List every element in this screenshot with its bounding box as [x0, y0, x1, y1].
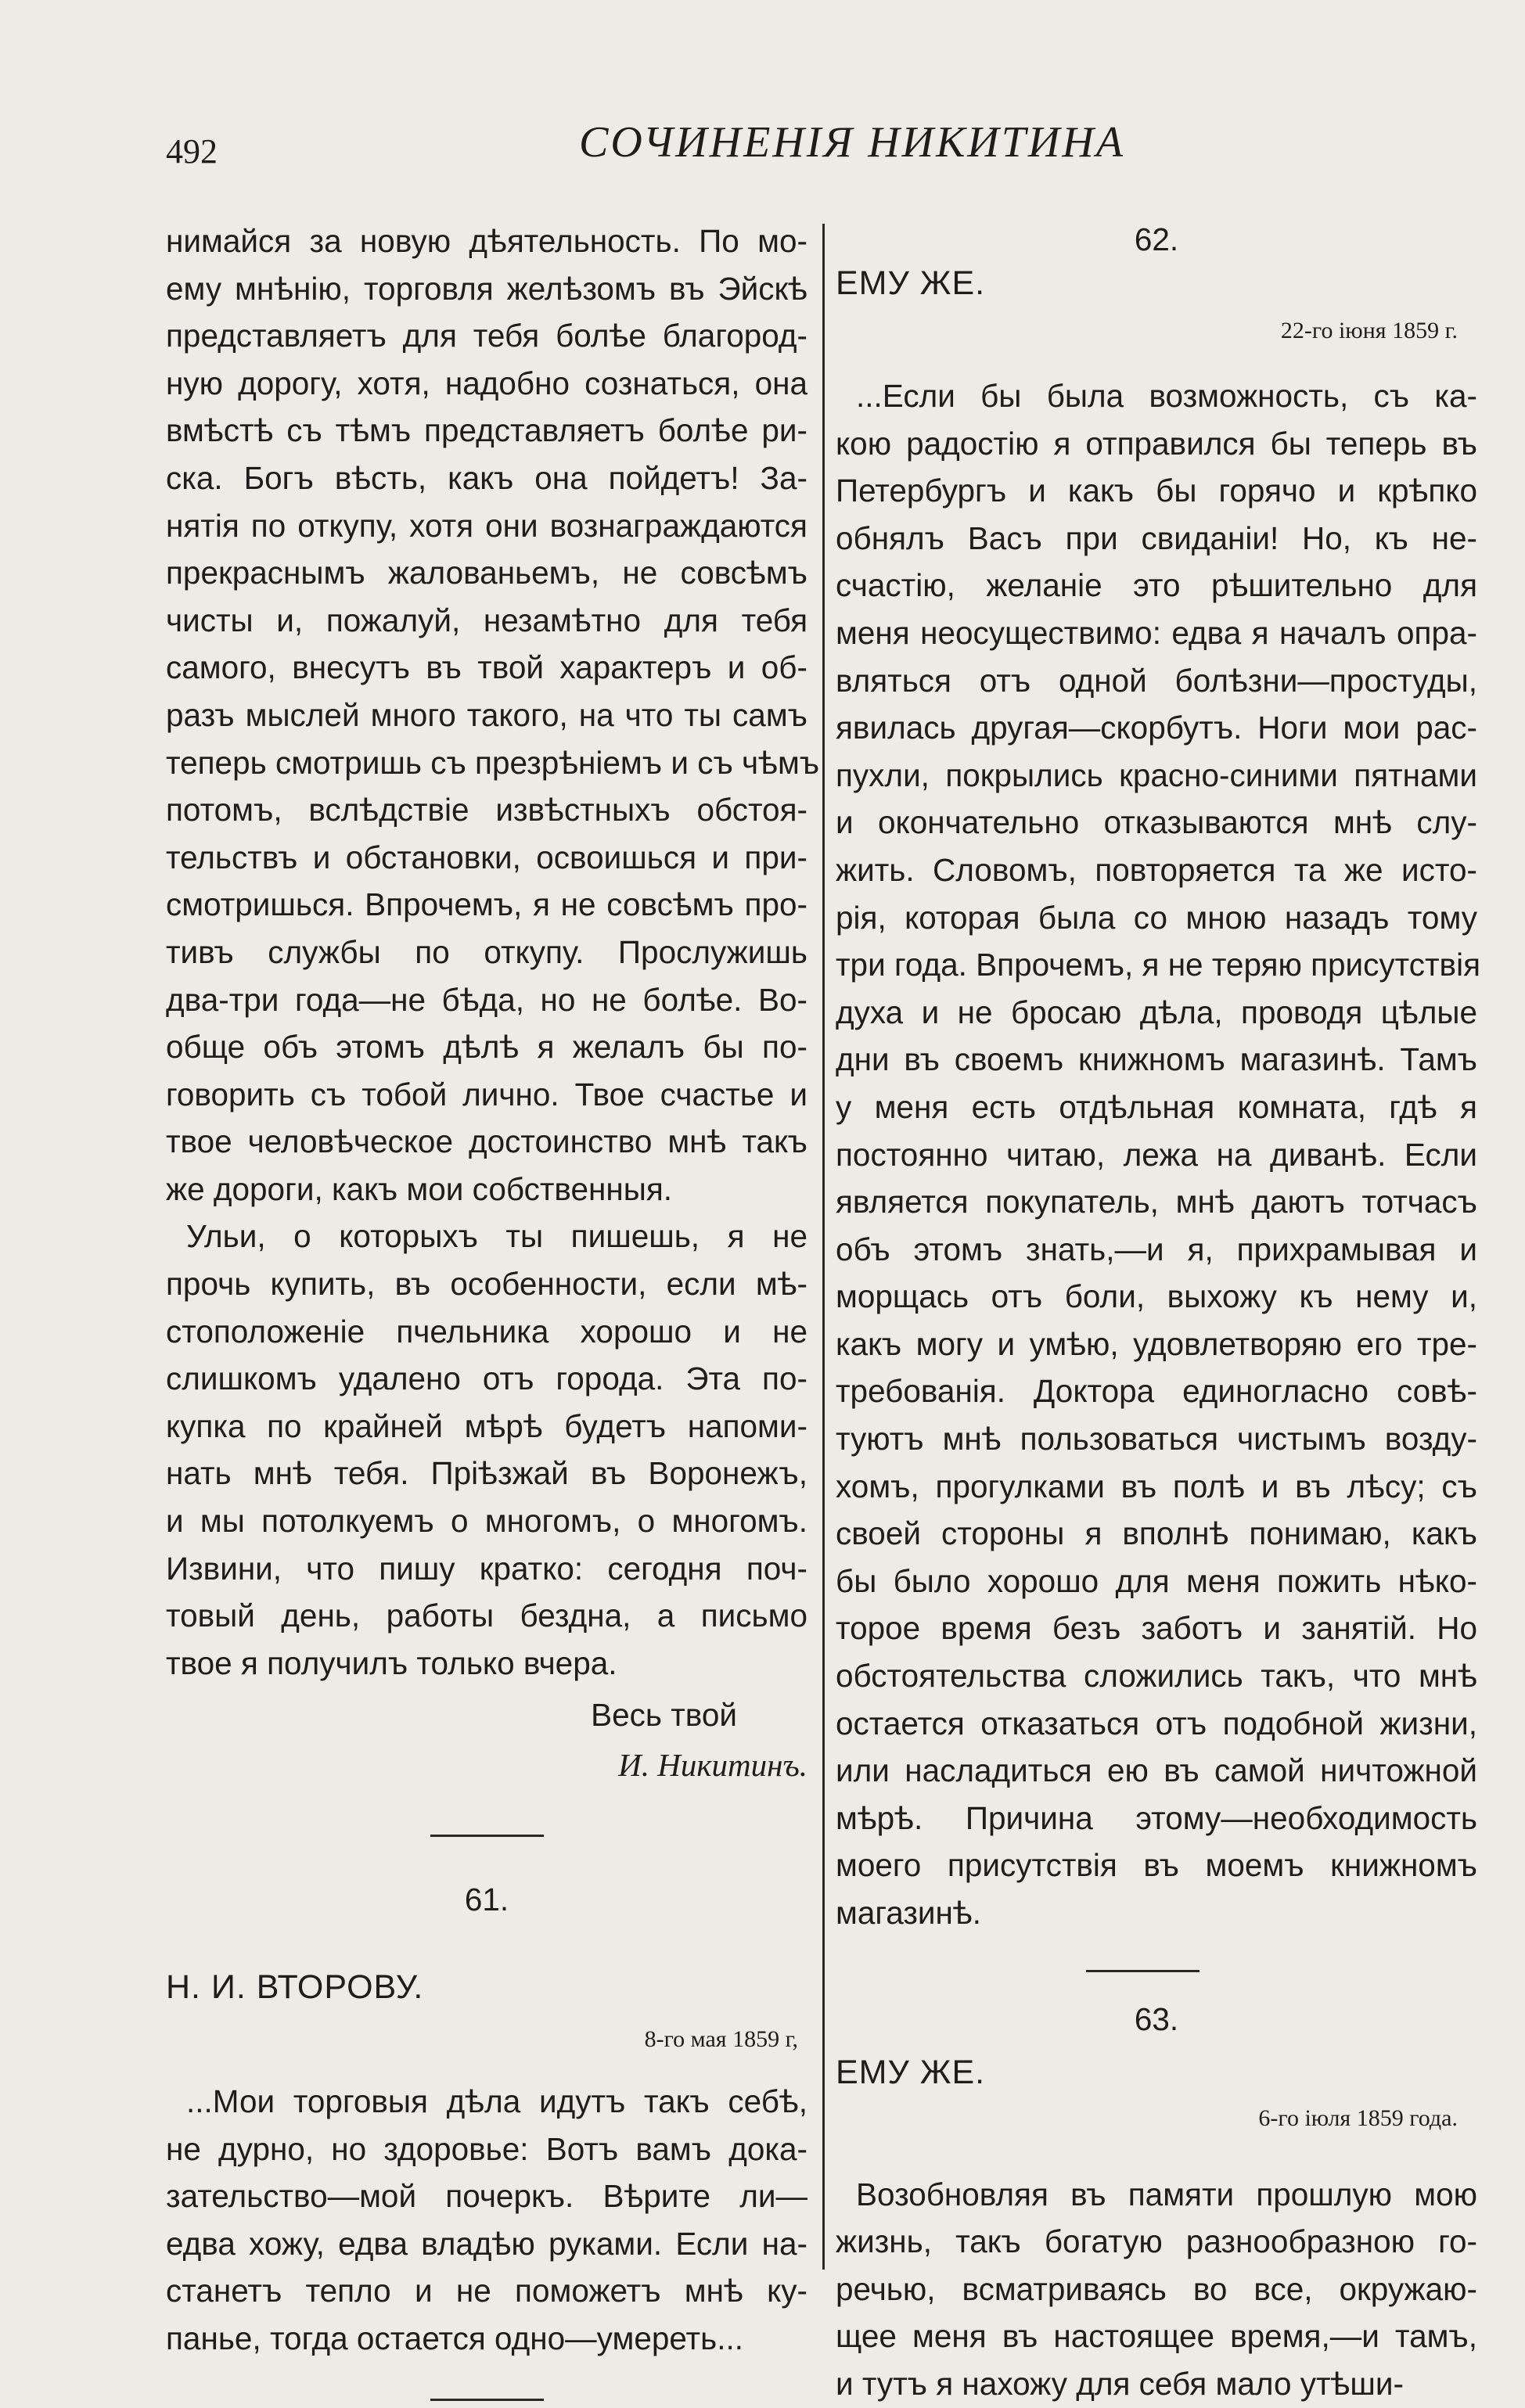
signature: И. Никитинъ. [618, 1747, 807, 1783]
text-line: два-три года—не бѣда, но не болѣе. Во- [166, 981, 807, 1018]
text-line: ...Если бы была возможность, съ ка- [856, 378, 1477, 414]
text-line: твое человѣческое достоинство мнѣ такъ [166, 1123, 807, 1160]
text-line: кою радостію я отправился бы теперь въ [836, 425, 1477, 462]
left-column [166, 217, 820, 2401]
text-line: счастію, желаніе это рѣшительно для [836, 567, 1477, 604]
text-line: обще объ этомъ дѣлѣ я желалъ бы по- [166, 1029, 807, 1066]
text-line: явилась другая—скорбутъ. Ноги мои рас- [836, 710, 1477, 746]
text-line: туютъ мнѣ пользоваться чистымъ возду- [836, 1421, 1477, 1457]
text-line: товый день, работы бездна, а письмо [166, 1598, 807, 1634]
letter-61-number: 61. [464, 1881, 509, 1917]
text-line: Возобновляя въ памяти прошлую мою [856, 2176, 1477, 2212]
text-line: ему мнѣнію, торговля желѣзомъ въ Эйскѣ [166, 270, 807, 307]
closing-line: Весь твой [591, 1697, 737, 1734]
separator-rule [430, 2399, 544, 2401]
text-line: не дурно, но здоровье: Вотъ вамъ дока- [166, 2130, 807, 2167]
text-line: хомъ, прогулками въ полѣ и въ лѣсу; съ [836, 1468, 1477, 1504]
running-title: СОЧИНЕНІЯ НИКИТИНА [579, 118, 1125, 167]
letter-61-date: 8-го мая 1859 г, [644, 2026, 798, 2052]
text-line: меня неосуществимо: едва я началъ опра- [836, 614, 1477, 651]
right-column [836, 217, 1481, 2408]
text-line: купка по крайней мѣрѣ будетъ напоми- [166, 1407, 807, 1444]
text-line: твое я получилъ только вчера. [166, 1644, 617, 1681]
letter-62-date: 22-го іюня 1859 г. [1280, 318, 1458, 343]
letter-62-text [836, 372, 1481, 1937]
text-line: Извини, что пишу кратко: сегодня поч- [166, 1550, 807, 1587]
text-line: вмѣстѣ съ тѣмъ представляетъ болѣе ри- [166, 412, 807, 449]
letter-62-recipient: ЕМУ ЖЕ. [836, 264, 986, 302]
text-line: ную дорогу, хотя, надобно сознаться, она [166, 365, 807, 401]
text-line: ...Мои торговыя дѣла идутъ такъ себѣ, [186, 2083, 807, 2119]
text-line: торое время безъ заботъ и занятій. Но [836, 1610, 1477, 1647]
separator-rule [1086, 1970, 1199, 1972]
separator-rule [430, 1835, 544, 1837]
text-line: или насладиться ею въ самой ничтожной [836, 1752, 1477, 1789]
text-line: прекраснымъ жалованьемъ, не совсѣмъ [166, 555, 807, 591]
text-line: стоположеніе пчельника хорошо и не [166, 1313, 807, 1350]
text-line: моего присутствія въ моемъ книжномъ [836, 1847, 1477, 1884]
text-line: тивъ службы по откупу. Прослужишь [166, 933, 807, 970]
letter-61-recipient: Н. И. ВТОРОВУ. [166, 1968, 424, 2006]
text-line: пухли, покрылись красно-синими пятнами [836, 757, 1477, 793]
text-line: жизнь, такъ богатую разнообразною го- [836, 2223, 1477, 2260]
text-line: разъ мыслей много такого, на что ты самъ [166, 696, 807, 733]
text-line: постоянно читаю, лежа на диванѣ. Если [836, 1136, 1477, 1173]
letter-60-paragraph-1 [166, 217, 820, 1213]
text-line: нимайся за новую дѣятельность. По мо- [166, 223, 807, 259]
text-line: обнялъ Васъ при свиданіи! Но, къ не- [836, 519, 1477, 556]
text-line: зательство—мой почеркъ. Вѣрите ли— [166, 2178, 807, 2215]
text-line: представляетъ для тебя болѣе благород- [166, 318, 807, 354]
text-line: обстоятельства сложились такъ, что мнѣ [836, 1658, 1477, 1695]
text-line: морщась отъ боли, выхожу къ нему и, [836, 1278, 1477, 1315]
text-line: бы было хорошо для меня пожить нѣко- [836, 1562, 1477, 1599]
letter-61-text [166, 2078, 807, 2363]
column-divider [822, 224, 825, 2270]
text-line: ска. Богъ вѣсть, какъ она пойдетъ! За- [166, 459, 807, 496]
text-line: чисты и, пожалуй, незамѣтно для тебя [166, 602, 807, 638]
text-line: у меня есть отдѣльная комната, гдѣ я [836, 1088, 1477, 1125]
letter-63-number: 63. [1134, 2000, 1179, 2037]
text-line: смотришься. Впрочемъ, я не совсѣмъ про- [166, 886, 807, 923]
letter-62-number: 62. [1134, 221, 1179, 257]
letter-63-text [836, 2171, 1477, 2408]
text-line: тельствъ и обстановки, освоишься и при- [166, 839, 807, 875]
text-line: и тутъ я нахожу для себя мало утѣши- [836, 2365, 1404, 2402]
text-line: щее меня въ настоящее время,—и тамъ, [836, 2318, 1477, 2355]
letter-63-date: 6-го іюля 1859 года. [1258, 2104, 1458, 2131]
text-line: рія, которая была со мною назадъ тому [836, 899, 1477, 936]
text-line: вляться отъ одной болѣзни—простуды, [836, 662, 1477, 699]
letter-63-recipient: ЕМУ ЖЕ. [836, 2053, 986, 2091]
text-line: слишкомъ удалено отъ города. Эта по- [166, 1360, 807, 1397]
text-line: самого, внесутъ въ твой характеръ и об- [166, 649, 807, 686]
text-line: какъ могу и умѣю, удовлетворяю его тре- [836, 1325, 1477, 1362]
text-line: мѣрѣ. Причина этому—необходимость [836, 1799, 1477, 1836]
text-line: и мы потолкуемъ о многомъ, о многомъ. [166, 1503, 807, 1540]
text-line: своей стороны я вполнѣ понимаю, какъ [836, 1515, 1477, 1552]
text-line: потомъ, вслѣдствіе извѣстныхъ обстоя- [166, 792, 807, 828]
text-line: магазинѣ. [836, 1895, 981, 1931]
text-line: прочь купить, въ особенности, если мѣ- [166, 1266, 807, 1303]
text-line: дни въ своемъ книжномъ магазинѣ. Тамъ [836, 1041, 1477, 1078]
text-line: является покупатель, мнѣ даютъ тотчасъ [836, 1184, 1477, 1220]
text-line: требованія. Доктора единогласно совѣ- [836, 1373, 1477, 1410]
page-number: 492 [166, 132, 218, 171]
text-line: Петербургъ и какъ бы горячо и крѣпко [836, 473, 1477, 509]
text-line: остается отказаться отъ подобной жизни, [836, 1705, 1477, 1741]
text-line: говорить съ тобой лично. Твое счастье и [166, 1076, 807, 1112]
letter-60-paragraph-2 [166, 1213, 807, 1687]
text-line: нятія по откупу, хотя они вознаграждаются [166, 507, 807, 544]
text-line: станетъ тепло и не поможетъ мнѣ ку- [166, 2273, 807, 2309]
text-line: и окончательно отказываются мнѣ слу- [836, 804, 1477, 841]
text-line: же дороги, какъ мои собственныя. [166, 1170, 673, 1207]
text-line: духа и не бросаю дѣла, проводя цѣлые [836, 994, 1477, 1030]
text-line: панье, тогда остается одно—умереть... [166, 2320, 743, 2356]
text-line: Ульи, о которыхъ ты пишешь, я не [186, 1218, 807, 1255]
text-line: едва хожу, едва владѣю руками. Если на- [166, 2225, 807, 2262]
text-line: нать мнѣ тебя. Пріѣзжай въ Воронежъ, [166, 1455, 807, 1492]
text-line: речью, всматриваясь во все, окружаю- [836, 2270, 1477, 2307]
text-line: объ этомъ знать,—и я, прихрамывая и [836, 1231, 1477, 1267]
text-line: три года. Впрочемъ, я не теряю присутствія [836, 947, 1481, 983]
text-line: теперь смотришь съ презрѣніемъ и съ чѣмъ [166, 744, 820, 781]
text-line: жить. Словомъ, повторяется та же исто- [836, 851, 1477, 888]
